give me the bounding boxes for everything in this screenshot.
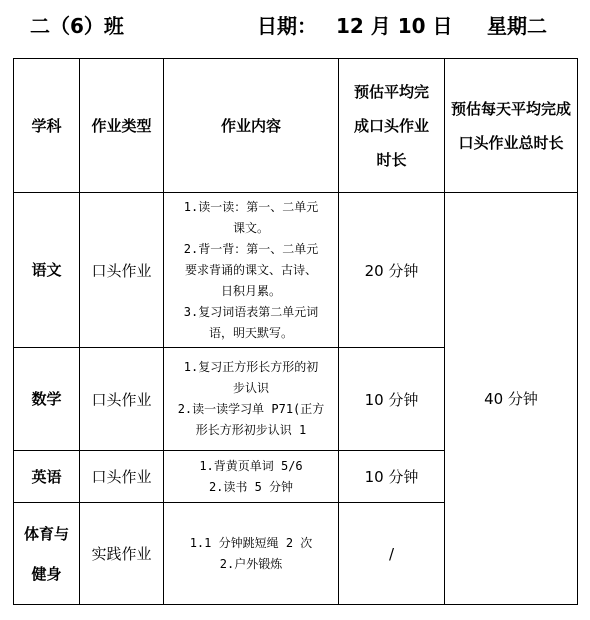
header-content-label: 作业内容	[220, 116, 281, 135]
content-line: 形长方形初步认识 1	[195, 423, 307, 437]
subject-label: 数学	[31, 390, 62, 408]
subject-cell	[14, 503, 80, 605]
total-time-cell	[445, 193, 578, 605]
time-cell	[339, 193, 445, 348]
header-type	[80, 59, 164, 193]
content-line: 要求背诵的课文、古诗、	[184, 262, 317, 277]
time-cell	[339, 451, 445, 503]
type-cell	[80, 451, 164, 503]
content-line: 3.复习词语表第二单元词	[183, 304, 319, 319]
header-avg-time-line-2: 成口头作业	[353, 116, 429, 135]
type-cell	[80, 503, 164, 605]
content-cell	[164, 451, 339, 503]
content-line: 1.复习正方形长方形的初	[183, 360, 319, 374]
subject-label: 语文	[31, 261, 62, 279]
header-total-time-line-1: 预估每天平均完成	[450, 99, 571, 118]
content-cell	[164, 348, 339, 451]
content-line: 日积月累。	[220, 283, 281, 298]
content-line: 1.背黄页单词 5/6	[199, 458, 303, 473]
content-line: 1.读一读：第一、二单元	[183, 199, 319, 214]
time-cell	[339, 503, 445, 605]
subject-label-line-1: 体育与	[23, 524, 69, 543]
time-value: 10 分钟	[364, 468, 419, 486]
content-cell	[164, 193, 339, 348]
content-line: 课文。	[232, 220, 269, 235]
subject-cell	[14, 451, 80, 503]
header-type-label: 作业类型	[91, 116, 152, 135]
subject-label-line-2: 健身	[31, 564, 62, 583]
time-value: 10 分钟	[364, 390, 419, 409]
header-avg-time-line-3: 时长	[376, 150, 407, 169]
date-label: 日期：	[257, 14, 317, 38]
content-line: 2.读书 5 分钟	[208, 479, 294, 494]
header-total-time	[445, 59, 578, 193]
header-subject-label: 学科	[31, 116, 62, 135]
time-value: 20 分钟	[364, 261, 419, 280]
header-subject	[14, 59, 80, 193]
weekday-label: 星期二	[487, 14, 547, 38]
content-line: 语，明天默写。	[208, 325, 293, 340]
content-line: 步认识	[232, 381, 269, 395]
type-cell	[80, 348, 164, 451]
content-line: 1.1 分钟跳短绳 2 次	[189, 535, 313, 550]
homework-table	[13, 58, 578, 605]
header-avg-time	[339, 59, 445, 193]
date-value: 12 月 10 日	[336, 14, 453, 38]
time-cell	[339, 348, 445, 451]
header-content	[164, 59, 339, 193]
subject-cell	[14, 193, 80, 348]
time-value: /	[388, 544, 395, 563]
content-line: 2.背一背：第一、二单元	[183, 241, 319, 256]
type-label: 实践作业	[91, 545, 152, 563]
type-label: 口头作业	[91, 261, 152, 280]
content-line: 2.读一读学习单 P71(正方	[177, 402, 325, 416]
type-label: 口头作业	[91, 468, 152, 486]
type-label: 口头作业	[91, 390, 152, 409]
total-time-value: 40 分钟	[484, 390, 538, 408]
subject-cell	[14, 348, 80, 451]
content-cell	[164, 503, 339, 605]
content-line: 2.户外锻炼	[219, 556, 283, 571]
type-cell	[80, 193, 164, 348]
class-label: 二（6）班	[30, 14, 124, 38]
header-total-time-line-2: 口头作业总时长	[458, 133, 564, 152]
table-row-chinese	[14, 193, 578, 348]
header-avg-time-line-1: 预估平均完	[353, 82, 429, 101]
table-header-row	[14, 59, 578, 193]
subject-label: 英语	[31, 467, 62, 486]
